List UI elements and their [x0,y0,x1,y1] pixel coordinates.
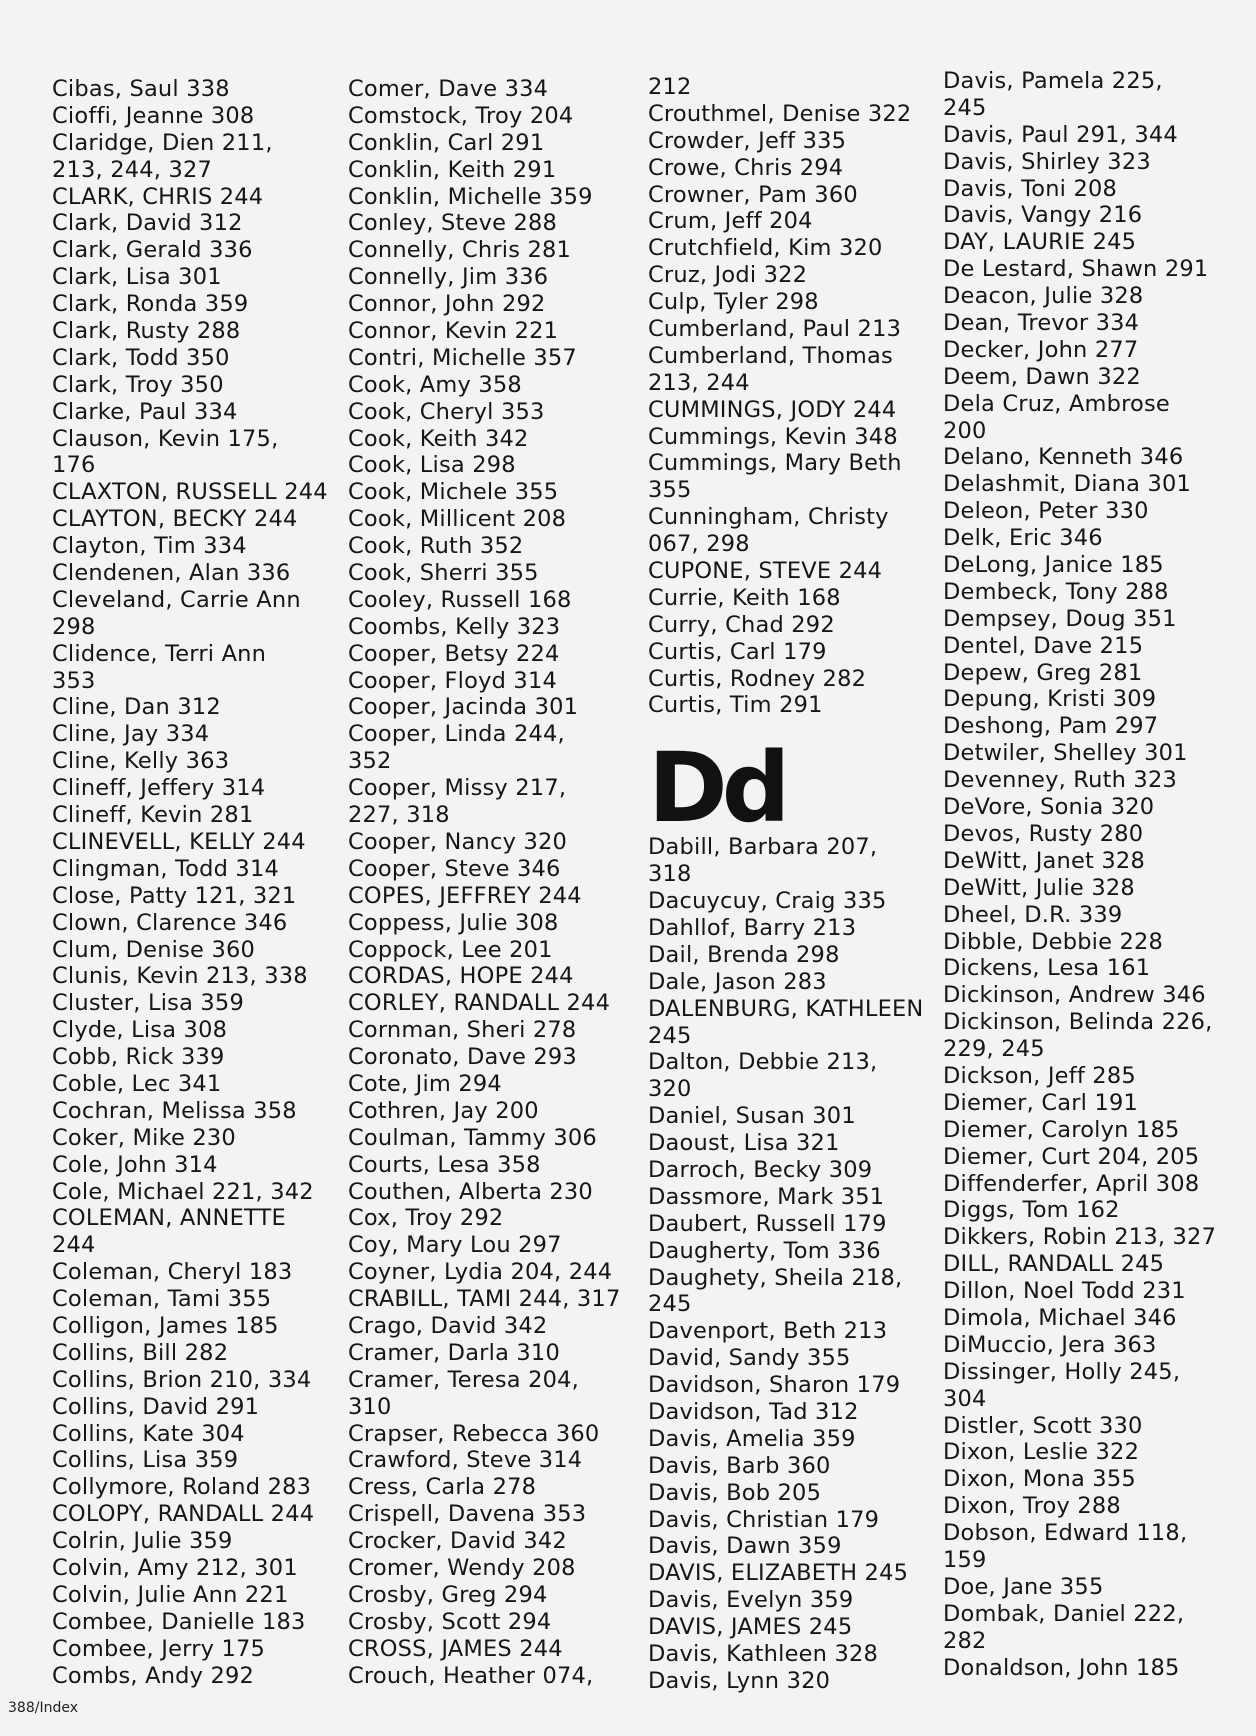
index-entry: 318 [648,861,692,888]
index-entry: Davis, Lynn 320 [648,1667,831,1694]
index-entry: Coppess, Julie 308 [348,909,559,936]
index-entry: 200 [943,417,987,444]
index-entry: 304 [943,1385,987,1412]
index-entry: Cothren, Jay 200 [348,1097,539,1124]
index-entry: Dacuycuy, Craig 335 [648,888,887,915]
index-entry: CRABILL, TAMI 244, 317 [348,1286,621,1313]
index-entry: Collins, Brion 210, 334 [52,1366,312,1393]
index-entry: Crispell, Davena 353 [348,1501,587,1528]
index-entry: DeVore, Sonia 320 [943,794,1155,821]
index-entry: Clark, Todd 350 [52,344,230,371]
index-entry: Conklin, Keith 291 [348,156,557,183]
index-entry: Cooper, Nancy 320 [348,828,567,855]
index-entry: Curtis, Tim 291 [648,692,823,719]
section-letter-heading: Dd [648,732,785,845]
index-entry: Dalton, Debbie 213, [648,1049,878,1076]
index-entry: Darroch, Becky 309 [648,1156,873,1183]
index-entry: Cornman, Sheri 278 [348,1017,577,1044]
index-entry: Clineff, Kevin 281 [52,802,254,829]
index-entry: Connelly, Jim 336 [348,264,549,291]
index-entry: Davis, Dawn 359 [648,1533,842,1560]
index-entry: Delashmit, Diana 301 [943,471,1191,498]
index-entry: DeLong, Janice 185 [943,552,1164,579]
index-entry: Curtis, Carl 179 [648,638,827,665]
index-entry: Dickinson, Andrew 346 [943,982,1206,1009]
index-entry: Diggs, Tom 162 [943,1197,1120,1224]
index-entry: Crowner, Pam 360 [648,181,858,208]
index-entry: Clauson, Kevin 175, [52,425,279,452]
index-entry: Dela Cruz, Ambrose [943,390,1170,417]
index-entry: Coombs, Kelly 323 [348,613,561,640]
index-entry: 320 [648,1076,692,1103]
index-entry: Collymore, Roland 283 [52,1474,312,1501]
index-entry: Courts, Lesa 358 [348,1151,541,1178]
index-entry: 298 [52,613,96,640]
index-entry: Clark, Gerald 336 [52,237,253,264]
index-entry: 159 [943,1546,987,1573]
index-entry: Cumberland, Thomas [648,342,893,369]
index-entry: CROSS, JAMES 244 [348,1635,563,1662]
index-entry: Curtis, Rodney 282 [648,665,867,692]
index-entry: Crouch, Heather 074, [348,1662,594,1689]
index-entry: Cramer, Darla 310 [348,1339,560,1366]
index-entry: Cook, Sherri 355 [348,560,539,587]
index-entry: Clark, David 312 [52,210,243,237]
index-entry: Clineff, Jeffery 314 [52,775,266,802]
index-entry: Coble, Lec 341 [52,1070,222,1097]
index-entry: 067, 298 [648,531,750,558]
index-entry: Dickinson, Belinda 226, [943,1009,1213,1036]
index-entry: Daniel, Susan 301 [648,1103,856,1130]
index-entry: Depew, Greg 281 [943,659,1143,686]
index-entry: 282 [943,1627,987,1654]
index-column-2 [348,76,640,1689]
index-entry: Crutchfield, Kim 320 [648,235,883,262]
index-entry: Curry, Chad 292 [648,611,835,638]
index-entry: Davis, Bob 205 [648,1479,822,1506]
index-column-1 [52,76,344,1689]
index-entry: Dale, Jason 283 [648,968,827,995]
index-entry: DILL, RANDALL 245 [943,1251,1165,1278]
index-entry: Couthen, Alberta 230 [348,1178,593,1205]
index-entry: Colrin, Julie 359 [52,1528,233,1555]
index-entry: Dail, Brenda 298 [648,941,840,968]
index-entry: Detwiler, Shelley 301 [943,740,1188,767]
index-entry: Diemer, Carl 191 [943,1089,1139,1116]
index-entry: Cote, Jim 294 [348,1070,502,1097]
index-entry: Dixon, Troy 288 [943,1493,1121,1520]
index-entry: Conklin, Carl 291 [348,129,545,156]
index-entry: Dixon, Leslie 322 [943,1439,1140,1466]
index-entry: Donaldson, John 185 [943,1654,1180,1681]
index-entry: Collins, Lisa 359 [52,1447,239,1474]
index-entry: Clyde, Lisa 308 [52,1017,228,1044]
index-entry: Connor, John 292 [348,291,546,318]
index-entry: Colligon, James 185 [52,1312,279,1339]
index-entry: 176 [52,452,96,479]
index-entry: Cole, John 314 [52,1151,218,1178]
index-entry: Cline, Kelly 363 [52,748,230,775]
index-entry: 352 [348,748,392,775]
index-entry: COLEMAN, ANNETTE [52,1205,286,1232]
index-entry: Cunningham, Christy [648,504,889,531]
index-entry: Delk, Eric 346 [943,525,1103,552]
index-entry: 213, 244 [648,369,750,396]
index-entry: Cline, Jay 334 [52,721,210,748]
index-entry: Cook, Michele 355 [348,479,559,506]
index-entry: Cibas, Saul 338 [52,76,230,102]
index-entry: Cummings, Mary Beth [648,450,902,477]
index-entry: Cook, Amy 358 [348,371,522,398]
index-entry: Daugherty, Tom 336 [648,1237,881,1264]
index-entry: 229, 245 [943,1036,1045,1063]
index-entry: Davenport, Beth 213 [648,1318,888,1345]
index-entry: Cramer, Teresa 204, [348,1366,579,1393]
index-entry: 227, 318 [348,802,450,829]
index-entry: Davis, Toni 208 [943,175,1118,202]
index-entry: Colvin, Julie Ann 221 [52,1581,289,1608]
index-entry: Crum, Jeff 204 [648,208,813,235]
index-entry: 245 [648,1291,692,1318]
index-entry: Connelly, Chris 281 [348,237,572,264]
index-entry: Cummings, Kevin 348 [648,423,898,450]
index-entry: 213, 244, 327 [52,156,213,183]
index-entry: 310 [348,1393,392,1420]
index-entry: Cress, Carla 278 [348,1474,537,1501]
index-entry: Crapser, Rebecca 360 [348,1420,600,1447]
index-entry: Davis, Christian 179 [648,1506,880,1533]
index-entry: Cooper, Floyd 314 [348,667,557,694]
index-entry: David, Sandy 355 [648,1345,851,1372]
index-entry: Davis, Shirley 323 [943,148,1151,175]
index-entry: Cooper, Jacinda 301 [348,694,579,721]
index-entry: Dillon, Noel Todd 231 [943,1278,1186,1305]
index-entry: Coyner, Lydia 204, 244 [348,1259,613,1286]
index-entry: Cole, Michael 221, 342 [52,1178,314,1205]
index-entry: Cline, Dan 312 [52,694,221,721]
index-entry: Davis, Pamela 225, [943,68,1163,94]
index-entry: Dheel, D.R. 339 [943,901,1123,928]
index-entry: Deem, Dawn 322 [943,363,1141,390]
index-entry: Clayton, Tim 334 [52,533,247,560]
index-entry: Collins, Bill 282 [52,1339,229,1366]
index-entry: Coppock, Lee 201 [348,936,553,963]
index-entry: Conley, Steve 288 [348,210,558,237]
index-entry: Coronato, Dave 293 [348,1044,577,1071]
index-entry: Decker, John 277 [943,336,1139,363]
index-column-4 [943,68,1235,1681]
index-entry: CUPONE, STEVE 244 [648,558,883,585]
index-entry: CLARK, CHRIS 244 [52,183,264,210]
index-entry: Clidence, Terri Ann [52,640,267,667]
index-entry: Crosby, Greg 294 [348,1581,548,1608]
index-entry: CUMMINGS, JODY 244 [648,396,897,423]
index-entry: Coulman, Tammy 306 [348,1124,597,1151]
index-column-3 [648,74,940,1695]
index-entry: Cooper, Linda 244, [348,721,565,748]
index-entry: COLOPY, RANDALL 244 [52,1501,315,1528]
index-entry: 244 [52,1232,96,1259]
index-entry: Combee, Danielle 183 [52,1608,306,1635]
index-entry: Cook, Ruth 352 [348,533,524,560]
index-entry: Crago, David 342 [348,1312,548,1339]
index-entry: Coy, Mary Lou 297 [348,1232,562,1259]
index-entry: Cooper, Steve 346 [348,855,561,882]
index-entry: Devos, Rusty 280 [943,820,1144,847]
index-entry: CLINEVELL, KELLY 244 [52,828,306,855]
index-entry: Cooley, Russell 168 [348,586,572,613]
index-entry: Dobson, Edward 118, [943,1520,1188,1547]
index-entry: Culp, Tyler 298 [648,289,819,316]
index-entry: Depung, Kristi 309 [943,686,1157,713]
index-entry: Daoust, Lisa 321 [648,1130,840,1157]
index-entry: Diffenderfer, April 308 [943,1170,1200,1197]
index-entry: Davis, Amelia 359 [648,1425,856,1452]
index-entry: DiMuccio, Jera 363 [943,1331,1157,1358]
index-entry: 355 [648,477,692,504]
index-entry: Connor, Kevin 221 [348,318,559,345]
index-entry: Dabill, Barbara 207, [648,834,878,861]
index-entry: Clarke, Paul 334 [52,398,238,425]
index-entry: Conklin, Michelle 359 [348,183,593,210]
index-entry: Dissinger, Holly 245, [943,1358,1181,1385]
index-entry: Daughety, Sheila 218, [648,1264,903,1291]
index-entry: Crowe, Chris 294 [648,154,844,181]
index-entry: Cochran, Melissa 358 [52,1097,297,1124]
index-entry: Crosby, Scott 294 [348,1608,552,1635]
index-entry: Dickson, Jeff 285 [943,1062,1136,1089]
index-entry: Comer, Dave 334 [348,76,549,102]
index-entry: Clendenen, Alan 336 [52,560,291,587]
index-entry: Dahllof, Barry 213 [648,914,857,941]
index-entry: Clunis, Kevin 213, 338 [52,963,308,990]
index-entry: Crowder, Jeff 335 [648,127,847,154]
index-entry: Dikkers, Robin 213, 327 [943,1224,1217,1251]
index-entry: DAVIS, ELIZABETH 245 [648,1560,909,1587]
index-entry: Davis, Kathleen 328 [648,1640,879,1667]
index-entry: 245 [648,1022,692,1049]
index-entry: Dean, Trevor 334 [943,310,1140,337]
index-entry: Davis, Barb 360 [648,1452,831,1479]
index-entry: Diemer, Curt 204, 205 [943,1143,1200,1170]
index-entry: Dentel, Dave 215 [943,632,1144,659]
index-entry: Clark, Troy 350 [52,371,224,398]
index-entry: Cioffi, Jeanne 308 [52,102,255,129]
index-entry: Cooper, Betsy 224 [348,640,560,667]
index-entry: Daubert, Russell 179 [648,1210,887,1237]
index-entry: 353 [52,667,96,694]
index-entry: 212 [648,74,692,100]
index-entry: Davidson, Tad 312 [648,1398,859,1425]
index-entry: Clingman, Todd 314 [52,855,279,882]
index-entry: Collins, David 291 [52,1393,260,1420]
index-entry: Davis, Paul 291, 344 [943,121,1178,148]
index-entry: Contri, Michelle 357 [348,344,577,371]
index-entry: Cluster, Lisa 359 [52,990,244,1017]
index-entry: DAY, LAURIE 245 [943,229,1137,256]
index-entry: Claridge, Dien 211, [52,129,273,156]
index-entry: Crocker, David 342 [348,1528,567,1555]
index-entry: Cooper, Missy 217, [348,775,567,802]
index-entry: Cruz, Jodi 322 [648,262,808,289]
index-entry: Dassmore, Mark 351 [648,1183,885,1210]
index-entry: CLAYTON, BECKY 244 [52,506,298,533]
index-entry: Deshong, Pam 297 [943,713,1159,740]
index-entry: Delano, Kenneth 346 [943,444,1184,471]
index-entry: Cook, Lisa 298 [348,452,516,479]
index-entry: DeWitt, Janet 328 [943,847,1145,874]
index-entry: Clark, Ronda 359 [52,291,249,318]
index-entry: Cleveland, Carrie Ann [52,586,301,613]
index-entry: Crawford, Steve 314 [348,1447,583,1474]
index-entry: Cromer, Wendy 208 [348,1554,576,1581]
index-entry: CLAXTON, RUSSELL 244 [52,479,328,506]
index-entry: 245 [943,94,987,121]
index-entry: Combee, Jerry 175 [52,1635,266,1662]
index-entry: Close, Patty 121, 321 [52,882,297,909]
index-entry: Clark, Lisa 301 [52,264,222,291]
index-entry: Collins, Kate 304 [52,1420,245,1447]
index-entry: Crouthmel, Denise 322 [648,100,912,127]
index-entry: Davis, Vangy 216 [943,202,1143,229]
index-entry: Clark, Rusty 288 [52,318,241,345]
index-entry: Clown, Clarence 346 [52,909,288,936]
index-entry: Dixon, Mona 355 [943,1466,1136,1493]
index-entry: Colvin, Amy 212, 301 [52,1554,298,1581]
index-entry: Currie, Keith 168 [648,584,841,611]
index-entry: Doe, Jane 355 [943,1573,1104,1600]
index-entry: Combs, Andy 292 [52,1662,255,1689]
index-entry: Devenney, Ruth 323 [943,767,1177,794]
index-entry: Dembeck, Tony 288 [943,578,1169,605]
index-entry: Dempsey, Doug 351 [943,605,1177,632]
index-entry: DAVIS, JAMES 245 [648,1614,853,1641]
index-entry: Diemer, Carolyn 185 [943,1116,1180,1143]
index-entry: DeWitt, Julie 328 [943,874,1135,901]
index-entry: Cook, Cheryl 353 [348,398,545,425]
page-footer: 388/Index [8,1700,78,1716]
index-entry: Davidson, Sharon 179 [648,1372,901,1399]
index-entry: COPES, JEFFREY 244 [348,882,582,909]
index-entry: Cook, Keith 342 [348,425,529,452]
index-entry: Deacon, Julie 328 [943,283,1144,310]
index-entry: Cumberland, Paul 213 [648,316,902,343]
index-entry: De Lestard, Shawn 291 [943,256,1209,283]
index-entry: Coker, Mike 230 [52,1124,236,1151]
index-entry: Coleman, Tami 355 [52,1286,272,1313]
index-entry: Distler, Scott 330 [943,1412,1143,1439]
index-entry: Clum, Denise 360 [52,936,255,963]
index-entry: Dombak, Daniel 222, [943,1600,1185,1627]
index-entry: Dibble, Debbie 228 [943,928,1164,955]
index-entry: Davis, Evelyn 359 [648,1587,854,1614]
index-entry: Cox, Troy 292 [348,1205,504,1232]
index-entry: Deleon, Peter 330 [943,498,1149,525]
index-entry: Coleman, Cheryl 183 [52,1259,293,1286]
index-entry: Cobb, Rick 339 [52,1044,225,1071]
index-entry: CORDAS, HOPE 244 [348,963,574,990]
index-entry: CORLEY, RANDALL 244 [348,990,611,1017]
index-entry: DALENBURG, KATHLEEN [648,995,924,1022]
index-entry: Dickens, Lesa 161 [943,955,1151,982]
index-entry: Comstock, Troy 204 [348,102,574,129]
index-entry: Dimola, Michael 346 [943,1304,1177,1331]
index-entry: Cook, Millicent 208 [348,506,567,533]
